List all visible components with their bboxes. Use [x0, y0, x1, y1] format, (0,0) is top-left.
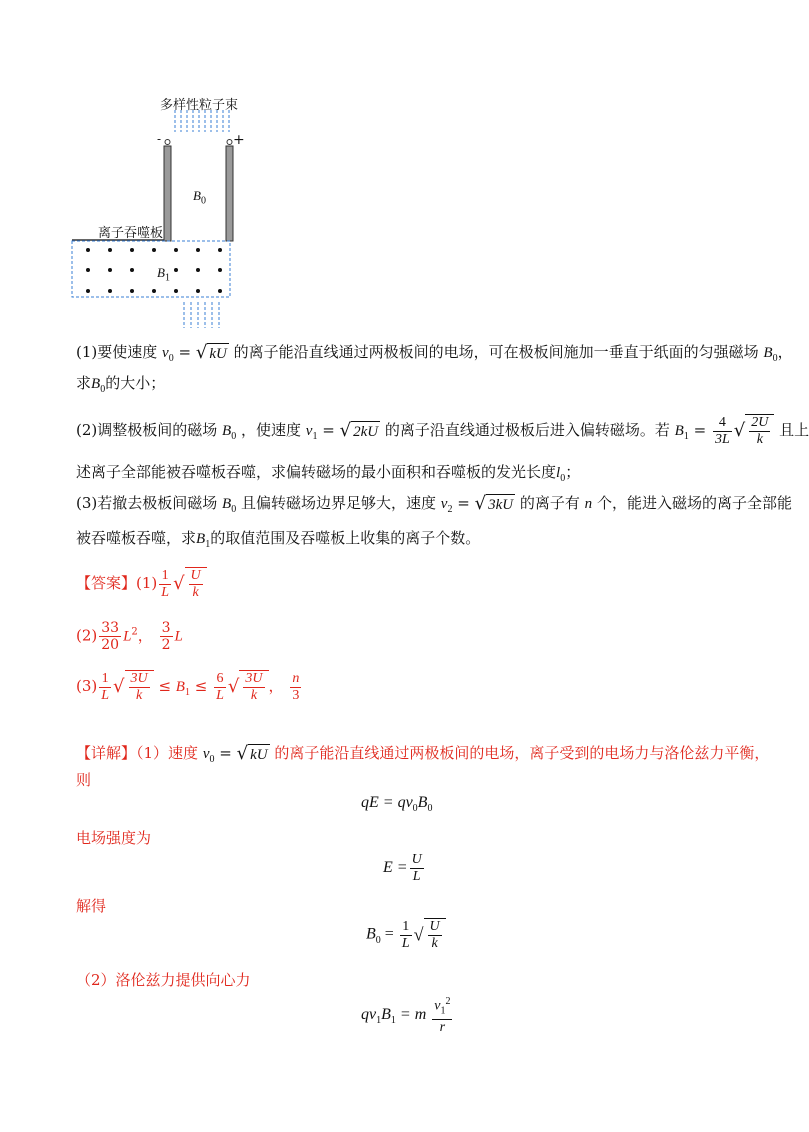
- answer-1: 【答案】(1) $\frac{1}{L}$ √ $\frac{U}{k}$: [76, 567, 207, 601]
- left-plate: [164, 146, 171, 241]
- question-3-line-1: (3)若撤去极板间磁场 $B_0$ 且偏转磁场边界足够大，速度 $v_2$ = √ 3kU 的离子有 n 个，能进入磁场的离子全部能: [76, 493, 792, 515]
- field-strength-label: 电场强度为: [76, 829, 152, 847]
- left-terminal: [165, 140, 170, 145]
- minus-sign: -: [157, 132, 162, 146]
- beam-label: 多样性粒子束: [160, 98, 239, 113]
- question-2-line-1: (2)调整极板间的磁场 $B_0$ ，使速度 $v_1$ = √ 2kU 的离子沿直线通过极板后进入偏转磁场。若 $B_1$ = $\frac{4}{3L}$ √ $\frac{2U}{k}$ 且上: [76, 414, 809, 447]
- detail-part-1: 【详解】（1）速度 $v_0$ = √ kU 的离子能沿直线通过两极板间的电场，离子受到的电场力与洛伦兹力平衡，: [76, 743, 770, 765]
- plus-sign: +: [233, 132, 245, 148]
- detail-part-2: （2）洛伦兹力提供向心力: [76, 971, 251, 989]
- b0-field-label: $B_0$: [193, 188, 206, 207]
- solve-label: 解得: [76, 897, 107, 915]
- right-terminal: [227, 140, 232, 145]
- b1-field-label: $B_1$: [157, 265, 170, 284]
- equation-b0-result: $B_0$ = $\frac{1}{L}$ √ $\frac{U}{k}$: [366, 918, 446, 952]
- detail-then: 则: [76, 771, 92, 789]
- question-3-line-2: 被吞噬板吞噬，求$B_1$的取值范围及吞噬板上收集的离子个数。: [76, 529, 481, 550]
- answer-tag: 【答案】: [76, 574, 137, 592]
- absorber-plate-label: 离子吞噬板: [98, 226, 164, 241]
- equation-field-strength: E = $\frac{U}{L}$: [383, 852, 422, 884]
- question-2-line-2: 述离子全部能被吞噬板吞噬，求偏转磁场的最小面积和吞噬板的发光长度$l_0$；: [76, 463, 581, 484]
- answer-3: (3) $\frac{1}{L}$ √ $\frac{3U}{k}$ ≤ $B_1$ ≤ $\frac{6}{L}$ √ $\frac{3U}{k}$ ， $\frac{n}{3}$: [76, 670, 300, 703]
- outgoing-beam-lines: [184, 302, 219, 328]
- detail-tag: 【详解】: [76, 744, 137, 762]
- field-dots: [86, 248, 222, 293]
- right-plate: [226, 146, 233, 241]
- equation-force-balance: qE = $qv_0B_0$: [361, 794, 433, 815]
- deflection-field-region: [72, 241, 230, 297]
- answer-2: (2) $\frac{33}{20}$ $L^2$， $\frac{3}{2}$ L: [76, 620, 183, 653]
- question-1-line-2: 求$B_0$的大小；: [76, 374, 166, 395]
- question-1-line-1: (1)要使速度 $v_0$ = √ kU 的离子能沿直线通过两极板间的电场，可在极板间施加一垂直于纸面的匀强磁场 $B_0$，: [76, 342, 793, 364]
- equation-centripetal: $qv_1B_1 = m$ $\frac{v_1^2}{r}$: [361, 996, 451, 1036]
- incoming-beam-lines: [175, 110, 229, 132]
- apparatus-diagram: [60, 88, 280, 338]
